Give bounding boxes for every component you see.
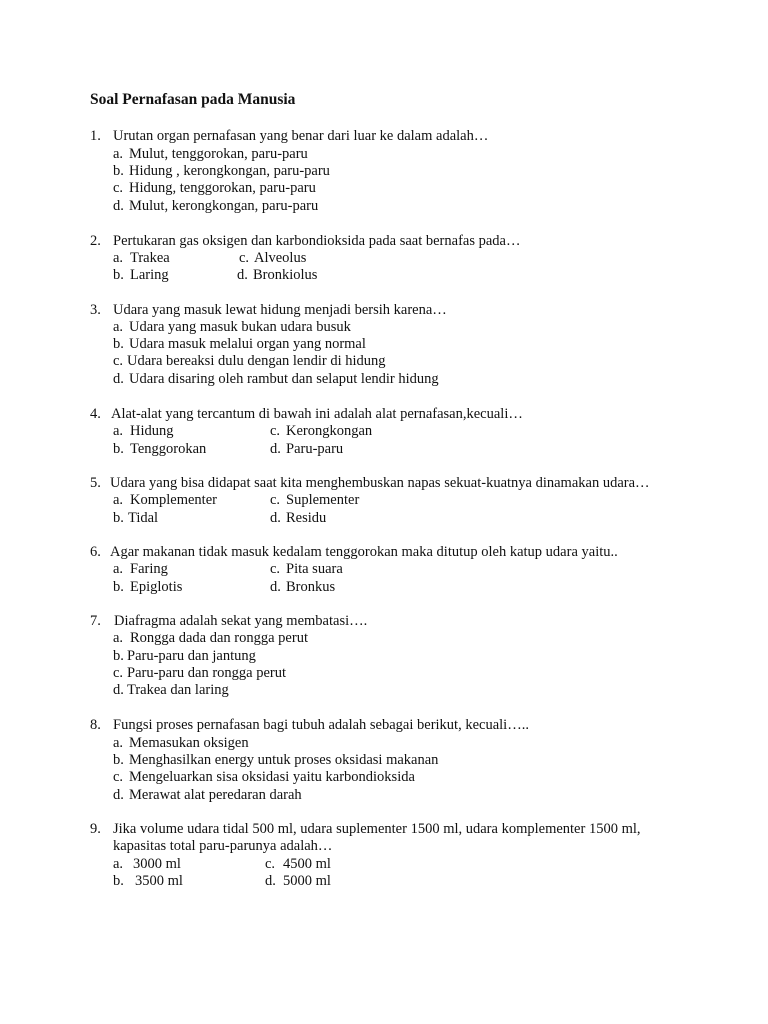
- question-number: 1.: [90, 128, 101, 144]
- option-letter: a.: [113, 146, 124, 162]
- option-letter: d.: [270, 579, 281, 595]
- option-text: Bronkus: [286, 579, 336, 595]
- option-text: Udara yang masuk bukan udara busuk: [129, 319, 351, 335]
- option-letter: c.: [239, 250, 250, 266]
- question-number: 7.: [90, 613, 101, 629]
- option-text: Tenggorokan: [130, 441, 207, 457]
- option-text: Merawat alat peredaran darah: [129, 787, 302, 803]
- option-text: Udara masuk melalui organ yang normal: [129, 336, 366, 352]
- option-letter: a.: [113, 630, 124, 646]
- option-letter: a.: [113, 423, 124, 439]
- question-text: Fungsi proses pernafasan bagi tubuh adalah sebagai berikut, kecuali…..: [113, 717, 529, 733]
- option-text: Faring: [130, 561, 168, 577]
- question-number: 9.: [90, 821, 101, 837]
- option-text: Paru-paru: [286, 441, 344, 457]
- option-letter: b.: [113, 510, 124, 526]
- option-text: Tidal: [128, 510, 159, 526]
- option-letter: a.: [113, 561, 124, 577]
- option-letter: d.: [270, 441, 281, 457]
- page-title: Soal Pernafasan pada Manusia: [90, 91, 296, 108]
- option-letter: b.: [113, 267, 124, 283]
- option-letter: d.: [113, 682, 124, 698]
- option-letter: c.: [265, 856, 276, 872]
- option-letter: d.: [113, 198, 124, 214]
- question-text-continued: kapasitas total paru-parunya adalah…: [113, 838, 333, 854]
- option-letter: d.: [237, 267, 248, 283]
- option-text: 3500 ml: [135, 873, 183, 889]
- option-letter: b.: [113, 873, 124, 889]
- option-text: Hidung: [130, 423, 174, 439]
- option-letter: c.: [270, 561, 281, 577]
- option-letter: d.: [113, 371, 124, 387]
- option-letter: a.: [113, 735, 124, 751]
- question-number: 4.: [90, 406, 101, 422]
- option-letter: d.: [113, 787, 124, 803]
- option-text: Alveolus: [254, 250, 307, 266]
- option-text: Udara disaring oleh rambut dan selaput lendir hidung: [129, 371, 439, 387]
- option-text: Epiglotis: [130, 579, 183, 595]
- option-text: Mulut, tenggorokan, paru-paru: [129, 146, 308, 162]
- option-text: Trakea dan laring: [127, 682, 229, 698]
- question-text: Pertukaran gas oksigen dan karbondioksida pada saat bernafas pada…: [113, 233, 521, 249]
- option-text: Rongga dada dan rongga perut: [130, 630, 308, 646]
- option-text: Residu: [286, 510, 327, 526]
- question-text: Urutan organ pernafasan yang benar dari luar ke dalam adalah…: [113, 128, 489, 144]
- question-text: Alat-alat yang tercantum di bawah ini adalah alat pernafasan,kecuali…: [111, 406, 523, 422]
- option-text: Menghasilkan energy untuk proses oksidasi makanan: [129, 752, 439, 768]
- option-text: Laring: [130, 267, 169, 283]
- option-letter: b.: [113, 336, 124, 352]
- option-text: Paru-paru dan jantung: [127, 648, 256, 664]
- option-text: Suplementer: [286, 492, 360, 508]
- option-letter: a.: [113, 319, 124, 335]
- question-text: Agar makanan tidak masuk kedalam tenggorokan maka ditutup oleh katup udara yaitu..: [110, 544, 618, 560]
- option-letter: d.: [265, 873, 276, 889]
- option-letter: b.: [113, 579, 124, 595]
- option-text: Trakea: [130, 250, 170, 266]
- option-text: Pita suara: [286, 561, 343, 577]
- option-letter: b.: [113, 163, 124, 179]
- option-text: Komplementer: [130, 492, 217, 508]
- option-text: 3000 ml: [133, 856, 181, 872]
- option-text: Kerongkongan: [286, 423, 373, 439]
- question-text: Udara yang masuk lewat hidung menjadi bersih karena…: [113, 302, 447, 318]
- option-text: Udara bereaksi dulu dengan lendir di hidung: [127, 353, 386, 369]
- option-letter: c.: [113, 665, 124, 681]
- option-letter: b.: [113, 648, 124, 664]
- question-text: Udara yang bisa didapat saat kita menghembuskan napas sekuat-kuatnya dinamakan udara…: [110, 475, 650, 491]
- option-text: Bronkiolus: [253, 267, 318, 283]
- option-letter: a.: [113, 856, 124, 872]
- option-letter: c.: [270, 492, 281, 508]
- option-letter: b.: [113, 441, 124, 457]
- option-text: Mengeluarkan sisa oksidasi yaitu karbondioksida: [129, 769, 415, 785]
- question-number: 3.: [90, 302, 101, 318]
- option-text: Hidung , kerongkongan, paru-paru: [129, 163, 330, 179]
- option-text: Memasukan oksigen: [129, 735, 249, 751]
- option-text: 5000 ml: [283, 873, 331, 889]
- option-letter: a.: [113, 492, 124, 508]
- question-number: 8.: [90, 717, 101, 733]
- option-text: Hidung, tenggorokan, paru-paru: [129, 180, 316, 196]
- question-text: Diafragma adalah sekat yang membatasi….: [114, 613, 368, 629]
- question-number: 2.: [90, 233, 101, 249]
- option-text: Paru-paru dan rongga perut: [127, 665, 287, 681]
- question-text: Jika volume udara tidal 500 ml, udara suplementer 1500 ml, udara komplementer 1500 ml,: [113, 821, 641, 837]
- option-letter: a.: [113, 250, 124, 266]
- question-number: 6.: [90, 544, 101, 560]
- option-letter: c.: [270, 423, 281, 439]
- option-letter: c.: [113, 769, 124, 785]
- option-letter: d.: [270, 510, 281, 526]
- option-text: Mulut, kerongkongan, paru-paru: [129, 198, 319, 214]
- option-letter: b.: [113, 752, 124, 768]
- question-number: 5.: [90, 475, 101, 491]
- option-letter: c.: [113, 180, 124, 196]
- option-letter: c.: [113, 353, 124, 369]
- option-text: 4500 ml: [283, 856, 331, 872]
